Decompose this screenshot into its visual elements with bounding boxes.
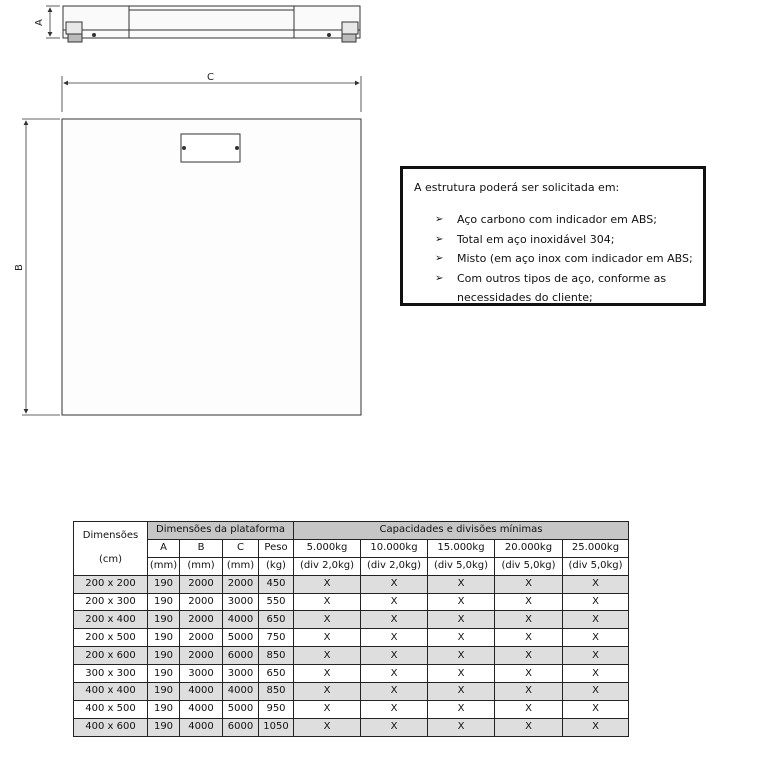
capacity-cell: X: [361, 700, 428, 718]
list-item: ➢ Total em aço inoxidável 304;: [433, 230, 693, 250]
dimensions-cell: 200 x 500: [74, 629, 148, 647]
table-row: [74, 665, 629, 683]
capacity-cell: X: [294, 593, 361, 611]
dimensions-header: Dimensões (cm): [74, 522, 148, 576]
peso-cell: 950: [259, 700, 294, 718]
capacity-cell: X: [294, 629, 361, 647]
table-row: [74, 629, 629, 647]
capacity-25000-division: (div 5,0kg): [563, 557, 629, 575]
capacity-cell: X: [294, 647, 361, 665]
a-cell: 190: [148, 683, 180, 701]
a-cell: 190: [148, 647, 180, 665]
col-b-unit: (mm): [180, 557, 223, 575]
side-view: [63, 6, 360, 42]
c-cell: 3000: [223, 665, 259, 683]
peso-cell: 850: [259, 683, 294, 701]
capacity-cell: X: [563, 683, 629, 701]
b-cell: 2000: [180, 611, 223, 629]
col-a-unit: (mm): [148, 557, 180, 575]
capacity-cell: X: [563, 718, 629, 736]
b-cell: 4000: [180, 683, 223, 701]
capacity-cell: X: [294, 575, 361, 593]
capacity-cell: X: [428, 575, 495, 593]
capacity-cell: X: [563, 700, 629, 718]
arrow-bullet-icon: ➢: [435, 253, 444, 264]
dimension-b-label: B: [14, 264, 25, 271]
capacity-cell: X: [428, 647, 495, 665]
list-item: ➢ Com outros tipos de aço, conforme as: [433, 269, 693, 289]
a-cell: 190: [148, 629, 180, 647]
peso-cell: 850: [259, 647, 294, 665]
c-cell: 2000: [223, 575, 259, 593]
peso-cell: 550: [259, 593, 294, 611]
capacity-cell: X: [294, 700, 361, 718]
capacity-cell: X: [495, 593, 563, 611]
capacity-15000-header: 15.000kg: [428, 539, 495, 557]
a-cell: 190: [148, 575, 180, 593]
b-cell: 2000: [180, 575, 223, 593]
specifications-table: [73, 521, 629, 737]
capacity-cell: X: [294, 665, 361, 683]
capacity-20000-division: (div 5,0kg): [495, 557, 563, 575]
capacity-cell: X: [495, 683, 563, 701]
table-row: [74, 593, 629, 611]
table-row: [74, 575, 629, 593]
capacity-cell: X: [361, 665, 428, 683]
capacity-cell: X: [428, 593, 495, 611]
col-c-header: C: [223, 539, 259, 557]
col-b-header: B: [180, 539, 223, 557]
b-cell: 3000: [180, 665, 223, 683]
a-cell: 190: [148, 718, 180, 736]
c-cell: 5000: [223, 629, 259, 647]
capacity-25000-header: 25.000kg: [563, 539, 629, 557]
col-a-header: A: [148, 539, 180, 557]
dimensions-cell: 200 x 200: [74, 575, 148, 593]
capacity-cell: X: [495, 611, 563, 629]
peso-cell: 650: [259, 665, 294, 683]
peso-cell: 1050: [259, 718, 294, 736]
capacity-cell: X: [563, 629, 629, 647]
capacity-cell: X: [294, 611, 361, 629]
capacity-cell: X: [428, 683, 495, 701]
capacity-15000-division: (div 5,0kg): [428, 557, 495, 575]
c-cell: 5000: [223, 700, 259, 718]
c-cell: 6000: [223, 718, 259, 736]
b-cell: 2000: [180, 629, 223, 647]
capacity-cell: X: [361, 647, 428, 665]
capacity-cell: X: [428, 611, 495, 629]
specifications-table-body: [74, 575, 629, 736]
capacity-cell: X: [563, 611, 629, 629]
a-cell: 190: [148, 700, 180, 718]
a-cell: 190: [148, 611, 180, 629]
capacity-10000-header: 10.000kg: [361, 539, 428, 557]
list-item: ➢ Misto (em aço inox com indicador em ABS;: [433, 249, 693, 269]
capacity-cell: X: [361, 629, 428, 647]
capacity-group-header: Capacidades e divisões mínimas: [294, 522, 629, 540]
capacity-10000-division: (div 2,0kg): [361, 557, 428, 575]
capacity-5000-division: (div 2,0kg): [294, 557, 361, 575]
capacity-cell: X: [495, 665, 563, 683]
dimensions-cell: 400 x 600: [74, 718, 148, 736]
dimensions-cell: 200 x 600: [74, 647, 148, 665]
capacity-cell: X: [495, 647, 563, 665]
b-cell: 2000: [180, 593, 223, 611]
dimension-c-label: C: [207, 72, 214, 83]
dimensions-cell: 200 x 400: [74, 611, 148, 629]
capacity-cell: X: [361, 575, 428, 593]
peso-cell: 650: [259, 611, 294, 629]
c-cell: 4000: [223, 611, 259, 629]
capacity-cell: X: [563, 665, 629, 683]
top-view: [62, 119, 361, 415]
capacity-cell: X: [361, 611, 428, 629]
dimension-a: [46, 6, 60, 38]
dimension-a-label: A: [34, 19, 45, 26]
capacity-cell: X: [428, 665, 495, 683]
peso-cell: 450: [259, 575, 294, 593]
capacity-5000-header: 5.000kg: [294, 539, 361, 557]
table-row: [74, 611, 629, 629]
dimensions-cell: 400 x 400: [74, 683, 148, 701]
table-row: [74, 700, 629, 718]
dimension-b: [22, 119, 60, 415]
list-item: ➢ Aço carbono com indicador em ABS;: [433, 210, 693, 230]
arrow-bullet-icon: ➢: [435, 233, 444, 245]
table-row: [74, 718, 629, 736]
capacity-cell: X: [361, 593, 428, 611]
capacity-cell: X: [563, 575, 629, 593]
capacity-cell: X: [428, 718, 495, 736]
capacity-20000-header: 20.000kg: [495, 539, 563, 557]
capacity-cell: X: [361, 683, 428, 701]
a-cell: 190: [148, 665, 180, 683]
capacity-cell: X: [563, 647, 629, 665]
capacity-cell: X: [294, 718, 361, 736]
capacity-cell: X: [428, 629, 495, 647]
col-peso-header: Peso: [259, 539, 294, 557]
b-cell: 2000: [180, 647, 223, 665]
list-item-continuation: necessidades do cliente;: [457, 291, 593, 304]
dimensions-cell: 200 x 300: [74, 593, 148, 611]
arrow-bullet-icon: ➢: [435, 272, 444, 284]
b-cell: 4000: [180, 718, 223, 736]
material-options-list: [433, 210, 693, 308]
peso-cell: 750: [259, 629, 294, 647]
c-cell: 6000: [223, 647, 259, 665]
col-peso-unit: (kg): [259, 557, 294, 575]
capacity-cell: X: [428, 700, 495, 718]
dimensions-cell: 300 x 300: [74, 665, 148, 683]
arrow-bullet-icon: ➢: [435, 214, 444, 225]
a-cell: 190: [148, 593, 180, 611]
material-options-box: [400, 166, 706, 306]
capacity-cell: X: [563, 593, 629, 611]
platform-group-header: Dimensões da plataforma: [148, 522, 294, 540]
capacity-cell: X: [495, 718, 563, 736]
dimensions-cell: 400 x 500: [74, 700, 148, 718]
table-row: [74, 683, 629, 701]
table-row: [74, 647, 629, 665]
capacity-cell: X: [495, 629, 563, 647]
c-cell: 3000: [223, 593, 259, 611]
b-cell: 4000: [180, 700, 223, 718]
capacity-cell: X: [294, 683, 361, 701]
col-c-unit: (mm): [223, 557, 259, 575]
material-options-title: A estrutura poderá ser solicitada em:: [414, 181, 620, 194]
capacity-cell: X: [361, 718, 428, 736]
capacity-cell: X: [495, 700, 563, 718]
c-cell: 4000: [223, 683, 259, 701]
capacity-cell: X: [495, 575, 563, 593]
